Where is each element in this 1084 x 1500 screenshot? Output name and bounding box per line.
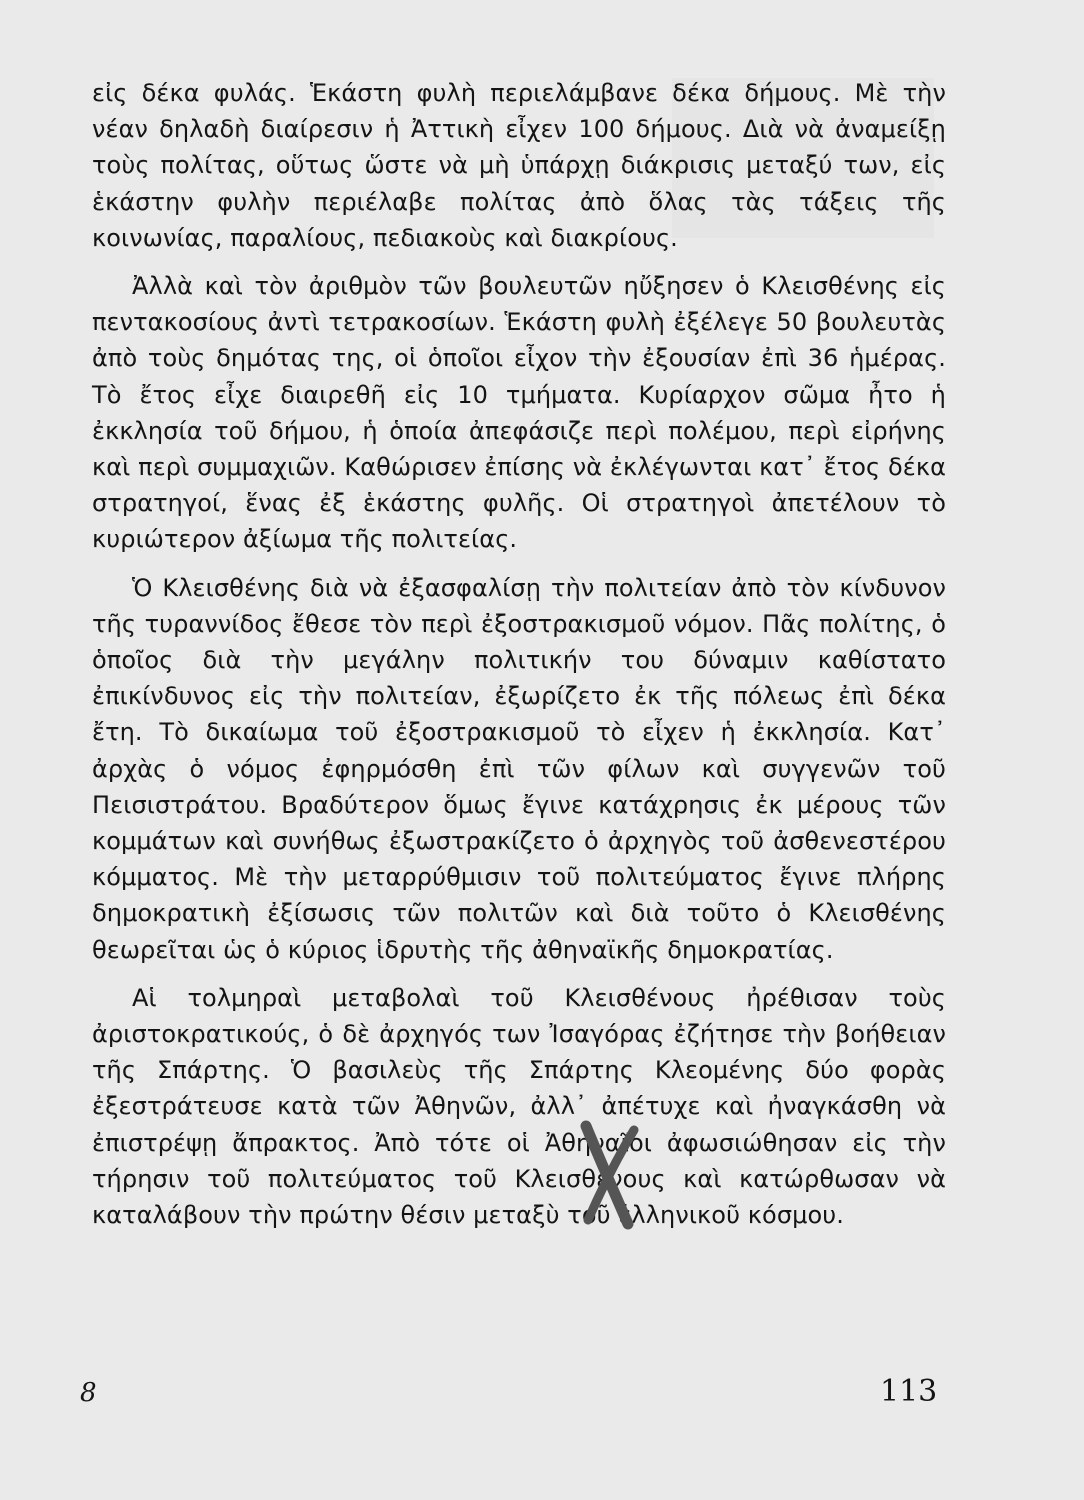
paragraph-3: Ὁ Κλεισθένης διὰ νὰ ἐξασφαλίσῃ τὴν πολιτείαν ἀπὸ τὸν κίνδυνον τῆς τυραννίδος ἔθεσε τὸν περὶ ἐξοστρακισμοῦ νόμον. Πᾶς πολίτης, ὁ ὁποῖος διὰ τὴν μεγάλην πολιτικήν του δύναμιν καθίστατο ἐπικίνδυνος εἰς τὴν πολιτείαν, ἐξωρίζετο ἐκ τῆς πόλεως ἐπὶ δέκα ἔτη. Τὸ δικαίωμα τοῦ ἐξοστρακισμοῦ τὸ εἶχεν ἡ ἐκκλησία. Κατ᾽ ἀρχὰς ὁ νόμος ἐφηρμόσθη ἐπὶ τῶν φίλων καὶ συγγενῶν τοῦ Πεισιστράτου. Βραδύτερον ὅμως ἔγινε κατάχρησις ἐκ μέρους τῶν κομμάτων καὶ συνήθως ἐξωστρακίζετο ὁ ἀρχηγὸς τοῦ ἀσθενεστέρου κόμματος. Μὲ τὴν μεταρρύθμισιν τοῦ πολιτεύματος ἔγινε πλήρης δημοκρατικὴ ἐξίσωσις τῶν πολιτῶν καὶ διὰ τοῦτο ὁ Κλεισθένης θεωρεῖται ὡς ὁ κύριος ἱδρυτὴς τῆς ἀθηναϊκῆς δημοκρατίας. — [92, 573, 946, 964]
pencil-x-mark-icon — [580, 1120, 640, 1230]
page-body-text — [92, 75, 946, 1245]
printer-signature-mark: 8 — [80, 1378, 97, 1408]
paragraph-1: εἰς δέκα φυλάς. Ἑκάστη φυλὴ περιελάμβανε δέκα δήμους. Μὲ τὴν νέαν δηλαδὴ διαίρεσιν ἡ Ἀττικὴ εἶχεν 100 δήμους. Διὰ νὰ ἀναμείξῃ τοὺς πολίτας, οὕτως ὥστε νὰ μὴ ὑπάρχῃ διάκρισις μεταξύ των, εἰς ἑκάστην φυλὴν περιέλαβε πολίτας ἀπὸ ὅλας τὰς τάξεις τῆς κοινωνίας, παραλίους, πεδιακοὺς καὶ διακρίους. — [92, 79, 946, 252]
paragraph-4: Αἱ τολμηραὶ μεταβολαὶ τοῦ Κλεισθένους ἠρέθισαν τοὺς ἀριστοκρατικούς, ὁ δὲ ἀρχηγός των Ἰσαγόρας ἐζήτησε τὴν βοήθειαν τῆς Σπάρτης. Ὁ βασιλεὺς τῆς Σπάρτης Κλεομένης δύο φορὰς ἐξεστράτευσε κατὰ τῶν Ἀθηνῶν, ἀλλ᾽ ἀπέτυχε καὶ ἠναγκάσθη νὰ ἐπιστρέψῃ ἄπρακτος. Ἀπὸ τότε οἱ Ἀθηναῖοι ἀφωσιώθησαν εἰς τὴν τήρησιν τοῦ πολιτεύματος τοῦ Κλεισθένους καὶ κατώρθωσαν νὰ καταλάβουν τὴν πρώτην θέσιν μεταξὺ τοῦ ἑλληνικοῦ κόσμου. — [92, 983, 946, 1230]
paragraph-2: Ἀλλὰ καὶ τὸν ἀριθμὸν τῶν βουλευτῶν ηὔξησεν ὁ Κλεισθένης εἰς πεντακοσίους ἀντὶ τετρακοσίων. Ἑκάστη φυλὴ ἐξέλεγε 50 βουλευτὰς ἀπὸ τοὺς δημότας της, οἱ ὁποῖοι εἶχον τὴν ἐξουσίαν ἐπὶ 36 ἡμέρας. Τὸ ἔτος εἶχε διαιρεθῆ εἰς 10 τμήματα. Κυρίαρχον σῶμα ἦτο ἡ ἐκκλησία τοῦ δήμου, ἡ ὁποία ἀπεφάσιζε περὶ πολέμου, περὶ εἰρήνης καὶ περὶ συμμαχιῶν. Καθώρισεν ἐπίσης νὰ ἐκλέγωνται κατ᾽ ἔτος δέκα στρατηγοί, ἕνας ἐξ ἑκάστης φυλῆς. Οἱ στρατηγοὶ ἀπετέλουν τὸ κυριώτερον ἀξίωμα τῆς πολιτείας. — [92, 272, 946, 554]
page-number: 113 — [880, 1374, 938, 1409]
